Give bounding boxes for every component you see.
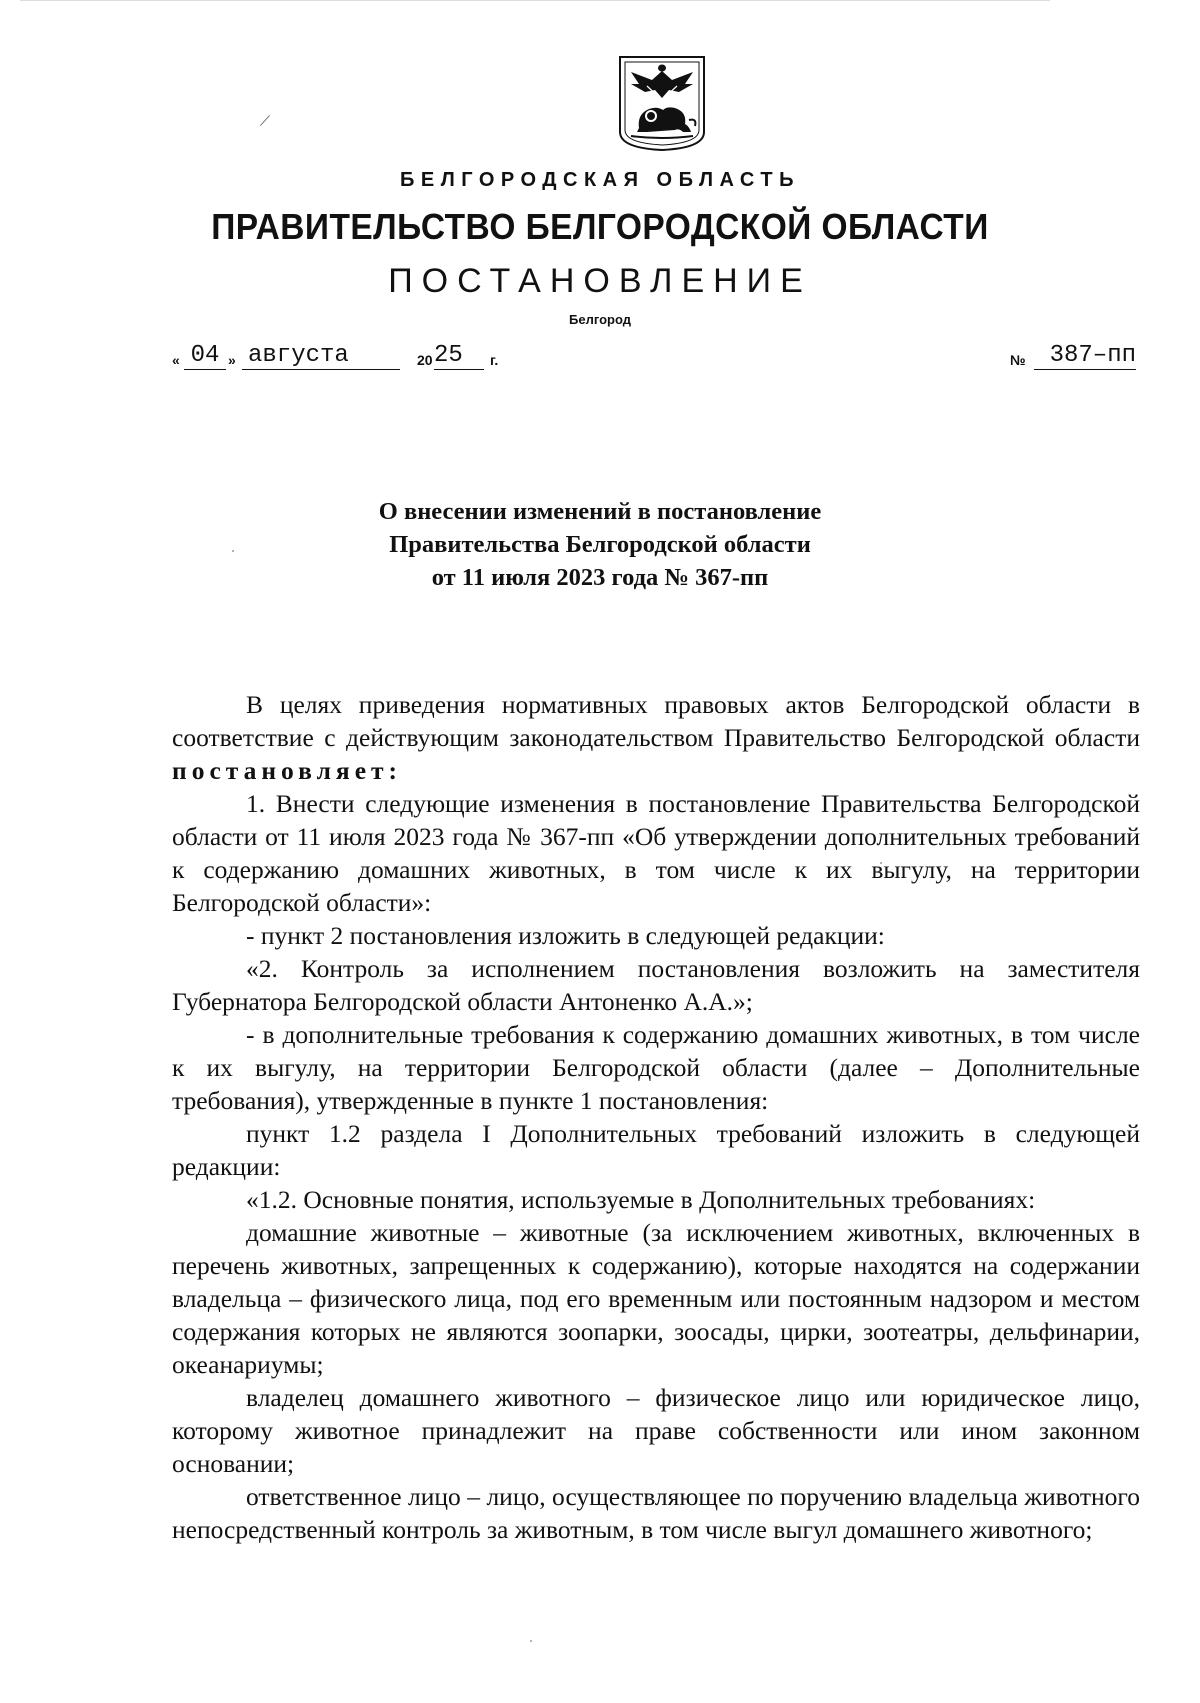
paragraph-1: 1. Внести следующие изменения в постановление Правительства Белгородской области от 11 июля 2023 года № 367-пп «Об утверждении дополнительных требований к содержанию домашних животных, в том числе к их выгулу, на территории Белгородской области»: bbox=[172, 789, 1140, 917]
region-heading: БЕЛГОРОДСКАЯ ОБЛАСТЬ bbox=[400, 169, 800, 191]
paragraph-5: пункт 1.2 раздела I Дополнительных требований изложить в следующей редакции: bbox=[172, 1119, 1140, 1181]
date-day: 04 bbox=[184, 343, 226, 370]
intro-paragraph bbox=[172, 688, 1140, 787]
date-month: августа bbox=[242, 343, 400, 370]
title-line-2: Правительства Белгородской области bbox=[389, 531, 811, 558]
document-body bbox=[172, 688, 1140, 1546]
definition-responsible-person: ответственное лицо – лицо, осуществляющее по поручению владельца животного непосредственный контроль за животным, в том числе выгул домашнего животного; bbox=[172, 1482, 1140, 1544]
title-line-1: О внесении изменений в постановление bbox=[378, 498, 822, 525]
coat-of-arms-emblem bbox=[617, 54, 707, 152]
date-number-line bbox=[172, 334, 1136, 374]
title-line-3: от 11 июля 2023 года № 367-пп bbox=[431, 564, 769, 591]
year-abbr: г. bbox=[490, 352, 499, 368]
paragraph-2: - пункт 2 постановления изложить в следующей редакции: bbox=[246, 921, 885, 950]
quote-close: » bbox=[228, 352, 236, 368]
paragraph-4: - в дополнительные требования к содержанию домашних животных, в том числе к их выгулу, на территории Белгородской области (далее – Дополнительные требования), утвержденные в пункте 1 постановления: bbox=[172, 1020, 1140, 1115]
scan-edge bbox=[20, 0, 1050, 1]
number-label: № bbox=[1010, 352, 1026, 368]
government-heading: ПРАВИТЕЛЬСТВО БЕЛГОРОДСКОЙ ОБЛАСТИ bbox=[211, 206, 989, 247]
intro-text: В целях приведения нормативных правовых актов Белгородской области в соответствие с действующим законодательством Правительство Белгородской области bbox=[172, 690, 1140, 752]
paragraph-3: «2. Контроль за исполнением постановления возложить на заместителя Губернатора Белгородской области Антоненко А.А.»; bbox=[172, 954, 1140, 1016]
paragraph-6: «1.2. Основные понятия, используемые в Дополнительных требованиях: bbox=[246, 1185, 1036, 1214]
document-type-heading: ПОСТАНОВЛЕНИЕ bbox=[388, 262, 812, 300]
scan-speck bbox=[530, 1640, 532, 1642]
definition-domestic-animals: домашние животные – животные (за исключением животных, включенных в перечень животных, запрещенных к содержанию), которые находятся на содержании владельца – физического лица, под его временным или постоянным надзором и местом содержания которых не являются зоопарки, зоосады, цирки, зоотеатры, дельфинарии, океанариумы; bbox=[172, 1218, 1140, 1379]
quote-open: « bbox=[172, 352, 180, 368]
decrees-word: постановляет: bbox=[172, 756, 403, 785]
scan-speck bbox=[232, 550, 234, 552]
document-title bbox=[0, 495, 1200, 594]
city-label: Белгород bbox=[569, 312, 631, 327]
scan-mark bbox=[260, 115, 270, 126]
year-prefix: 20 bbox=[417, 352, 433, 368]
document-number: 387–пп bbox=[1034, 343, 1136, 370]
year-suffix: 25 bbox=[434, 343, 484, 370]
definition-owner: владелец домашнего животного – физическое лицо или юридическое лицо, которому животное принадлежит на праве собственности или ином законном основании; bbox=[172, 1383, 1140, 1478]
